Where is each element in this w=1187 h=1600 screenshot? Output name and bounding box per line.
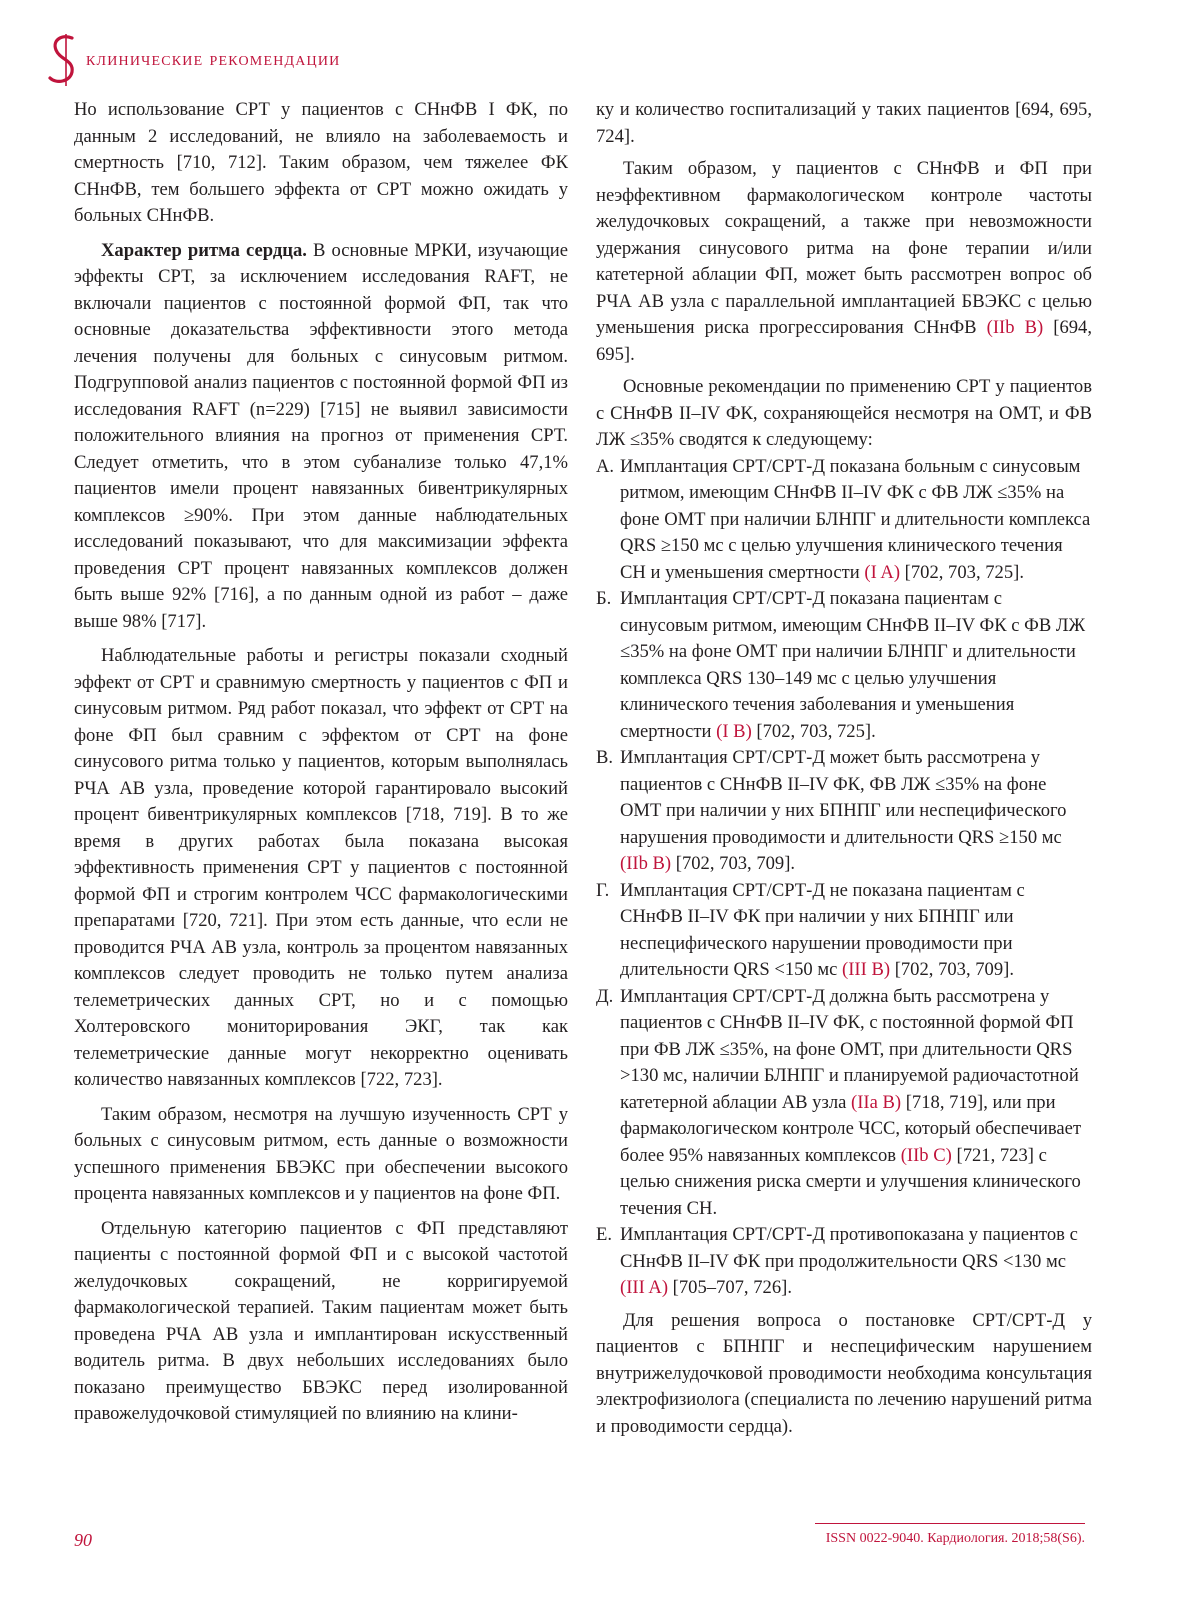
citation: [718, 719], или при фармакологическом контроле ЧСС, который обеспечивает более 95% навязанных комплексов	[620, 1091, 1082, 1166]
list-item-text: Имплантация СРТ/СРТ-Д может быть рассмотрена у пациентов с СНнФВ II–IV ФК, ФВ ЛЖ ≤35% на фоне ОМТ при наличии у них БПНПГ или неспецифического нарушения проводимости и длительности QRS ≥150 мс	[620, 747, 1067, 848]
list-item-text: Имплантация СРТ/СРТ-Д должна быть рассмотрена у пациентов с СНнФВ II–IV ФК, с постоянной формой ФП при ФВ ЛЖ ≤35%, на фоне ОМТ, при длительности QRS >130 мс, наличии БЛНПГ и планируемой радиочастотной катетерной аблации АВ узла	[620, 985, 1079, 1113]
paragraph: Но использование СРТ у пациентов с СНнФВ I ФК, по данным 2 исследований, не влияло на заболеваемость и смертность [710, 712]. Таким образом, чем тяжелее ФК СНнФВ, тем большего эффекта от СРТ можно ожидать у больных СНнФВ.	[74, 99, 568, 226]
recommendation-class: (IIb C)	[900, 1144, 952, 1166]
list-item-label: Г.	[596, 879, 610, 901]
paragraph: Таким образом, несмотря на лучшую изученность СРТ у больных с синусовым ритмом, есть данные о возможности успешного применения БВЭКС при обеспечении высокого процента навязанных комплексов и у пациентов на фоне ФП.	[74, 1103, 568, 1204]
recommendation-class: (I A)	[864, 561, 901, 583]
citation: [702, 703, 725].	[751, 720, 876, 742]
section-title: клинические рекомендации	[86, 48, 341, 70]
list-item	[596, 745, 1092, 878]
list-item-label: В.	[596, 747, 614, 768]
list-item	[596, 984, 1092, 1223]
journal-s-logo-icon	[44, 30, 84, 90]
journal-citation: ISSN 0022-9040. Кардиология. 2018;58(S6).	[825, 1531, 1085, 1546]
paragraph	[74, 238, 568, 636]
right-column	[596, 97, 1092, 1440]
paragraph: Наблюдательные работы и регистры показали сходный эффект от СРТ и сравнимую смертность у пациентов с ФП и синусовым ритмом. Ряд работ показал, что эффект от СРТ на фоне ФП был сравним с эффектом от СРТ на фоне синусового ритма только у пациентов, которым выполнялась РЧА АВ узла, проведение которой гарантировало высокий процент бивентрикулярных комплексов [718, 719]. В то же время в других работах была показана высокая эффективность применения СРТ у пациентов с постоянной формой ФП и строгим контролем ЧСС фармакологическими препаратами [720, 721]. При этом есть данные, что если не проводится РЧА АВ узла, контроль за процентом навязанных комплексов следует проводить не только путем анализа телеметрических данных СРТ, но и с помощью Холтеровского мониторирования ЭКГ, так как телеметрические данные могут некорректно оценивать количество навязанных комплексов [722, 723].	[74, 645, 568, 1090]
recommendation-class: (III A)	[620, 1277, 669, 1298]
paragraph: ку и количество госпитализаций у таких пациентов [694, 695, 724].	[596, 99, 1092, 147]
citation: [721, 723] с целью снижения риска смерти и улучшения клинического течения СН.	[620, 1144, 1081, 1219]
list-item	[596, 586, 1092, 745]
recommendation-class: (I B)	[716, 720, 752, 742]
paragraph: Для решения вопроса о постановке СРТ/СРТ-Д у пациентов с БПНПГ и неспецифическим нарушением внутрижелудочковой проводимости необходима консультация электрофизиолога (специалиста по лечению нарушений ритма и проводимости сердца).	[596, 1309, 1092, 1437]
list-item	[596, 878, 1092, 984]
citation: [702, 703, 725].	[900, 561, 1024, 583]
list-item-label: А.	[596, 455, 615, 477]
recommendation-class: (IIb B)	[986, 317, 1044, 338]
recommendation-class: (III B)	[842, 959, 891, 980]
recommendation-class: (IIb B)	[620, 853, 672, 874]
citation: [694, 695].	[596, 317, 1092, 365]
paragraph-heading: Характер ритма сердца.	[101, 239, 307, 261]
paragraph: Отдельную категорию пациентов с ФП представляют пациенты с постоянной формой ФП и с высокой частотой желудочковых сокращений, не корригируемой фармакологической терапией. Таким пациентам может быть проведена РЧА АВ узла и имплантирован искусственный водитель ритма. В двух небольших исследованиях было показано преимущество БВЭКС перед изолированной правожелудочковой стимуляцией по влиянию на клини-	[74, 1217, 568, 1424]
list-item-text: Имплантация СРТ/СРТ-Д показана пациентам с синусовым ритмом, имеющим СНнФВ II–IV ФК с ФВ ЛЖ ≤35% на фоне ОМТ при наличии БЛНПГ и длительности комплекса QRS 130–149 мс с целью улучшения клинического течения заболевания и уменьшения смертности	[620, 588, 1086, 742]
citation: [702, 703, 709].	[890, 959, 1014, 980]
paragraph-text: Таким образом, у пациентов с СНнФВ и ФП при неэффективном фармакологическом контроле частоты желудочковых сокращений, а также при невозможности удержания синусового ритма на фоне терапии и/или катетерной аблации ФП, может быть рассмотрен вопрос об РЧА АВ узла с параллельной имплантацией БВЭКС с целью уменьшения риска прогрессирования СНнФВ	[596, 158, 1092, 338]
citation: [705–707, 726].	[668, 1277, 792, 1298]
footer-divider	[815, 1523, 1085, 1524]
recommendation-class: (IIa B)	[851, 1091, 902, 1113]
page-number: 90	[74, 1530, 92, 1550]
list-item-text: Имплантация СРТ/СРТ-Д не показана пациентам с СНнФВ II–IV ФК при наличии у них БПНПГ или неспецифического нарушении проводимости при длительности QRS <150 мс	[620, 879, 1025, 980]
list-item-text: Имплантация СРТ/СРТ-Д показана больным с синусовым ритмом, имеющим СНнФВ II–IV ФК с ФВ ЛЖ ≤35% на фоне ОМТ при наличии БЛНПГ и длительности комплекса QRS ≥150 мс с целью улучшения клинического течения СН и уменьшения смертности	[620, 455, 1091, 583]
list-item	[596, 1222, 1092, 1302]
citation: [702, 703, 709].	[671, 853, 796, 874]
left-column	[74, 97, 568, 1428]
list-item-label: Е.	[596, 1224, 613, 1245]
paragraph: Основные рекомендации по применению СРТ у пациентов с СНнФВ II–IV ФК, сохраняющейся несмотря на ОМТ, и ФВ ЛЖ ≤35% сводятся к следующему:	[596, 376, 1092, 450]
paragraph-text: В основные МРКИ, изучающие эффекты СРТ, за исключением исследования RAFT, не включали пациентов с постоянной формой ФП, так что основные доказательства эффективности этого метода лечения получены для больных с синусовым ритмом. Подгрупповой анализ пациентов с постоянной формой ФП из исследования RAFT (n=229) [715] не выявил зависимости положительного влияния на прогноз от применения СРТ. Следует отметить, что в этом субанализе только 47,1% пациентов имели процент навязанных бивентрикулярных комплексов ≥90%. При этом данные наблюдательных исследований показывают, что для максимизации эффекта проведения СРТ процент навязанных комплексов должен быть выше 92% [716], а по данным одной из работ – даже выше 98% [717].	[74, 239, 568, 632]
list-item-label: Д.	[596, 985, 614, 1007]
list-item	[596, 454, 1092, 587]
list-item-label: Б.	[596, 588, 612, 609]
recommendation-list	[596, 454, 1092, 1302]
list-item-text: Имплантация СРТ/СРТ-Д противопоказана у пациентов с СНнФВ II–IV ФК при продолжительности QRS <130 мс	[620, 1224, 1078, 1272]
paragraph	[596, 156, 1092, 368]
